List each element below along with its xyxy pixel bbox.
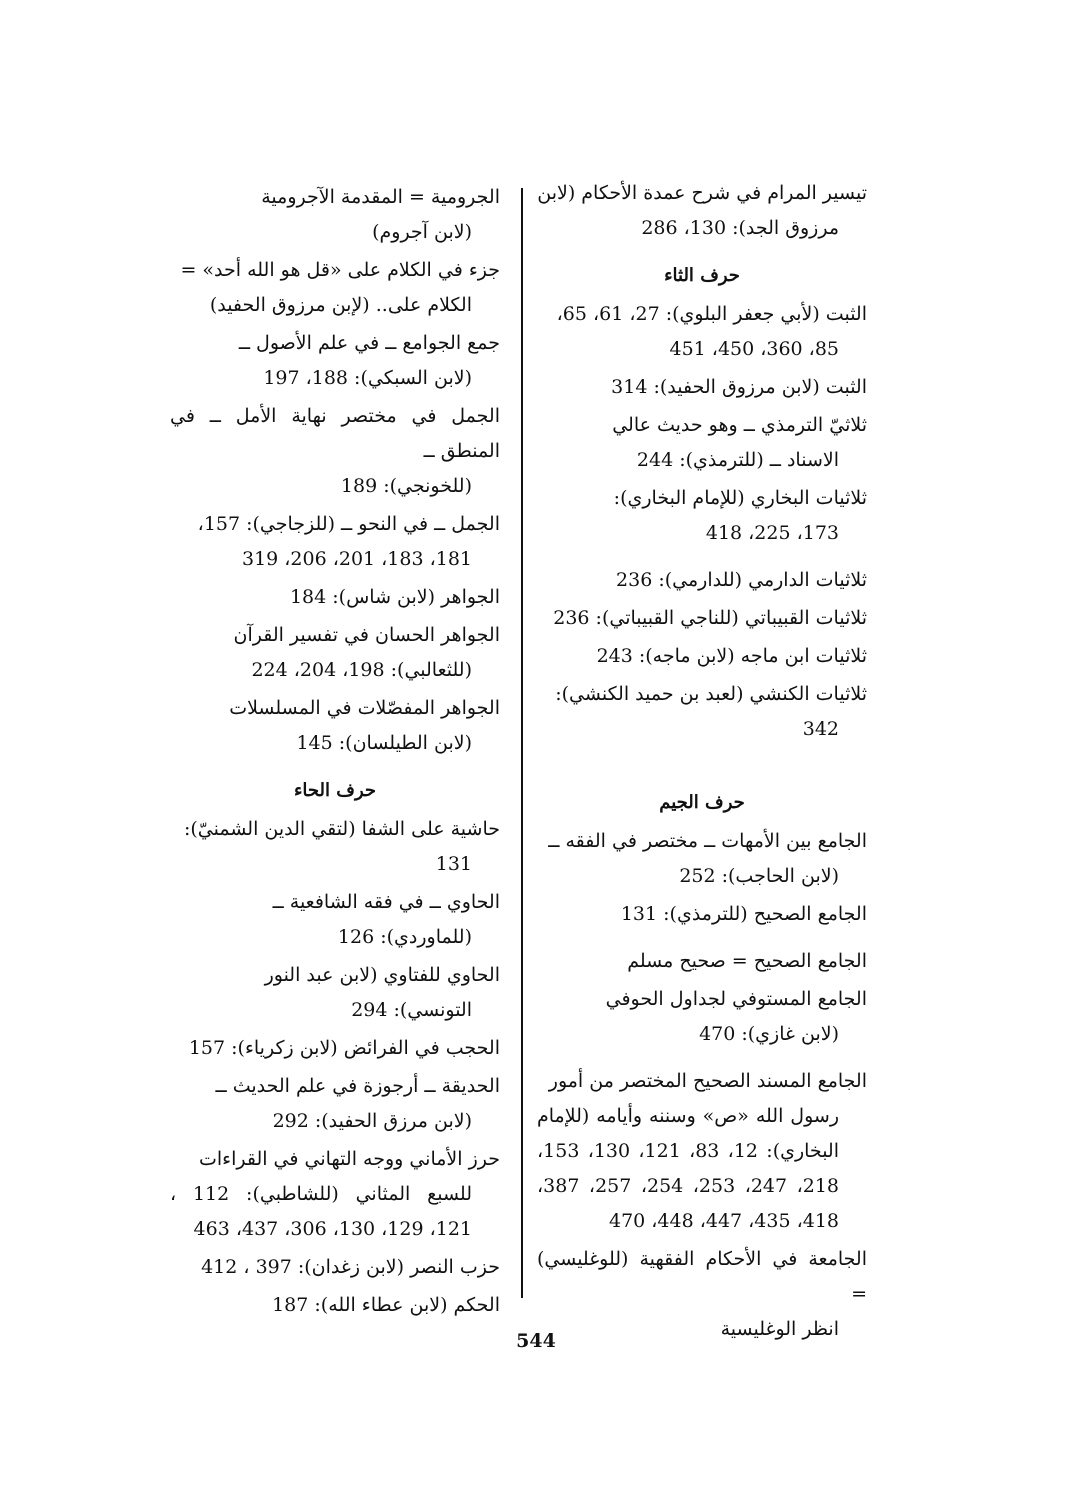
index-entry: الحجب في الفرائض (لابن زكرياء): 157 bbox=[188, 1037, 500, 1059]
index-entry: ثلاثيات البخاري (للإمام البخاري): 173، 225، 418 bbox=[613, 487, 867, 544]
index-entry: الجامع الصحيح (للترمذي): 131 bbox=[620, 903, 867, 925]
index-entry: الحكم (لابن عطاء الله): 187 bbox=[272, 1294, 500, 1316]
page-number: 544 bbox=[516, 1330, 556, 1352]
section-heading: حرف الحاء bbox=[293, 780, 377, 801]
index-entry: الجامع بين الأمهات ــ مختصر في الفقه ــ (لابن الحاجب): 252 bbox=[548, 830, 867, 887]
index-entry: ثلاثيّ الترمذي ــ وهو حديث عالي الاسناد ــ (للترمذي): 244 bbox=[612, 414, 867, 471]
index-entry: الجامع المسند الصحيح المختصر من أمور رسول الله «ص» وسننه وأيامه (للإمام البخاري): 12، 83، 121، 130، 153، 218، 247، 253، 254، 257، 387، 418، 435، 447، 448، 470 bbox=[537, 1070, 867, 1232]
index-entry: ثلاثيات القبيباتي (للناجي القبيباتي): 236 bbox=[553, 607, 867, 629]
index-entry: ثلاثيات الكنشي (لعبد بن حميد الكنشي): 342 bbox=[555, 683, 867, 740]
index-entry: الجمل في مختصر نهاية الأمل ــ في المنطق ــ (للخونجي): 189 bbox=[170, 405, 500, 497]
index-entry: الحاوي للفتاوي (لابن عبد النور التونسي): 294 bbox=[264, 964, 500, 1021]
index-entry: حرز الأماني ووجه التهاني في القراءات للسبع المثاني (للشاطبي): 112 ، 121، 129، 130، 306، 437، 463 bbox=[170, 1148, 500, 1240]
left-column bbox=[170, 180, 500, 1326]
index-entry: حزب النصر (لابن زغدان): 397 ، 412 bbox=[201, 1256, 500, 1278]
index-entry: الحديقة ــ أرجوزة في علم الحديث ــ (لابن مرزق الحفيد): 292 bbox=[215, 1075, 500, 1132]
index-entry: الثبت (لابن مرزوق الحفيد): 314 bbox=[611, 376, 867, 398]
index-entry: الحاوي ــ في فقه الشافعية ــ (للماوردي): 126 bbox=[272, 891, 500, 948]
index-entry: الجامع المستوفي لجداول الحوفي (لابن غازي): 470 bbox=[605, 988, 867, 1045]
index-entry: الجواهر (لابن شاس): 184 bbox=[289, 586, 500, 608]
index-entry: الجواهر المفصّلات في المسلسلات (لابن الطيلسان): 145 bbox=[229, 697, 500, 754]
index-entry: الجامعة في الأحكام الفقهية (للوغليسي) = انظر الوغليسية bbox=[537, 1248, 867, 1340]
index-entry: تيسير المرام في شرح عمدة الأحكام (لابن مرزوق الجد): 130، 286 bbox=[537, 182, 867, 239]
index-entry: الثبت (لأبي جعفر البلوي): 27، 61، 65، 85، 360، 450، 451 bbox=[556, 303, 867, 360]
index-entry: جمع الجوامع ــ في علم الأصول ــ (لابن السبكي): 188، 197 bbox=[238, 332, 500, 389]
section-heading: حرف الجيم bbox=[659, 792, 745, 813]
index-entry: الجرومية = المقدمة الآجرومية (لابن آجروم) bbox=[261, 186, 500, 243]
index-entry: الجمل ــ في النحو ــ (للزجاجي): 157، 181، 183، 201، 206، 319 bbox=[197, 513, 500, 570]
index-entry: الجامع الصحيح = صحيح مسلم bbox=[627, 950, 867, 972]
index-entry: الجواهر الحسان في تفسير القرآن (للثعالبي): 198، 204، 224 bbox=[233, 624, 500, 681]
column-divider bbox=[521, 188, 523, 1298]
index-entry: حاشية على الشفا (لتقي الدين الشمنيّ): 131 bbox=[183, 818, 500, 875]
index-entry: ثلاثيات ابن ماجه (لابن ماجه): 243 bbox=[596, 645, 867, 667]
right-column bbox=[537, 176, 867, 1350]
index-entry: ثلاثيات الدارمي (للدارمي): 236 bbox=[616, 569, 867, 591]
section-heading: حرف الثاء bbox=[664, 265, 740, 286]
index-entry: جزء في الكلام على «قل هو الله أحد» = الكلام على.. (لإبن مرزوق الحفيد) bbox=[180, 259, 500, 316]
